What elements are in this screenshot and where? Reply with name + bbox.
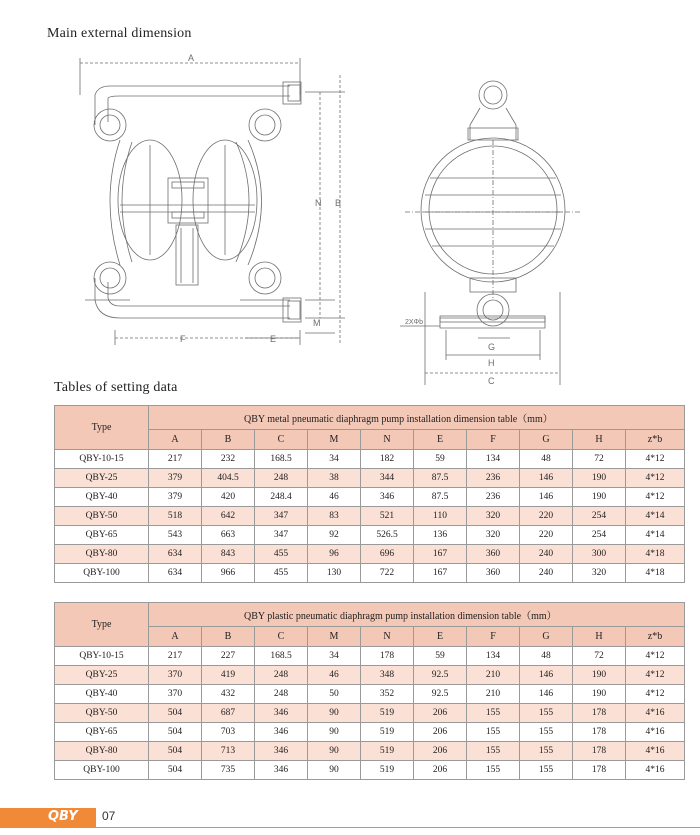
- type-cell: QBY-40: [55, 685, 149, 704]
- table-cell: 220: [520, 526, 573, 545]
- table-cell: 320: [467, 507, 520, 526]
- table-row: [55, 723, 685, 742]
- table-cell: 4*16: [626, 761, 685, 780]
- table-cell: 519: [361, 704, 414, 723]
- table-cell: 344: [361, 469, 414, 488]
- table-cell: 543: [149, 526, 202, 545]
- table-cell: 4*12: [626, 488, 685, 507]
- table-cell: 4*14: [626, 507, 685, 526]
- table-cell: 455: [255, 564, 308, 583]
- table-cell: 4*16: [626, 742, 685, 761]
- column-header: M: [308, 430, 361, 450]
- table-cell: 146: [520, 666, 573, 685]
- dim-label-zxb: 2XΦb: [405, 319, 424, 326]
- table-cell: 347: [255, 526, 308, 545]
- table-cell: 38: [308, 469, 361, 488]
- table-cell: 190: [573, 685, 626, 704]
- table-cell: 90: [308, 761, 361, 780]
- column-header: C: [255, 430, 308, 450]
- column-header: z*b: [626, 430, 685, 450]
- table-cell: 146: [520, 469, 573, 488]
- column-header: F: [467, 430, 520, 450]
- table-cell: 217: [149, 647, 202, 666]
- table-cell: 206: [414, 761, 467, 780]
- table-cell: 217: [149, 450, 202, 469]
- column-header: N: [361, 627, 414, 647]
- table-cell: 155: [520, 723, 573, 742]
- dim-label-m: M: [313, 318, 321, 328]
- column-header: B: [202, 627, 255, 647]
- table-cell: 155: [467, 742, 520, 761]
- table-cell: 966: [202, 564, 255, 583]
- type-cell: QBY-80: [55, 545, 149, 564]
- table-cell: 130: [308, 564, 361, 583]
- type-cell: QBY-50: [55, 704, 149, 723]
- table-cell: 346: [255, 761, 308, 780]
- dim-label-e: E: [270, 334, 277, 344]
- table-cell: 90: [308, 723, 361, 742]
- table-row: [55, 488, 685, 507]
- table-cell: 227: [202, 647, 255, 666]
- table-cell: 248: [255, 685, 308, 704]
- table-cell: 59: [414, 647, 467, 666]
- dim-label-a: A: [188, 53, 195, 63]
- table-cell: 348: [361, 666, 414, 685]
- table-row: [55, 704, 685, 723]
- table-cell: 87.5: [414, 488, 467, 507]
- table-cell: 4*12: [626, 666, 685, 685]
- table-cell: 46: [308, 488, 361, 507]
- table-cell: 713: [202, 742, 255, 761]
- table-cell: 48: [520, 647, 573, 666]
- table-cell: 236: [467, 469, 520, 488]
- table-cell: 167: [414, 545, 467, 564]
- column-header: G: [520, 430, 573, 450]
- table-cell: 379: [149, 488, 202, 507]
- dim-label-g: G: [488, 342, 496, 352]
- type-cell: QBY-25: [55, 469, 149, 488]
- section-title-tables: Tables of setting data: [54, 380, 178, 395]
- column-header: A: [149, 627, 202, 647]
- table-cell: 254: [573, 526, 626, 545]
- table-cell: 236: [467, 488, 520, 507]
- table-cell: 90: [308, 704, 361, 723]
- column-header: F: [467, 627, 520, 647]
- table-row: [55, 564, 685, 583]
- dim-label-c: C: [488, 376, 495, 386]
- table-cell: 4*18: [626, 564, 685, 583]
- table-cell: 346: [255, 704, 308, 723]
- table-cell: 220: [520, 507, 573, 526]
- type-column-header: Type: [55, 603, 149, 647]
- table-cell: 34: [308, 647, 361, 666]
- table-cell: 232: [202, 450, 255, 469]
- table-cell: 347: [255, 507, 308, 526]
- dim-label-h: H: [488, 358, 495, 368]
- column-header: N: [361, 430, 414, 450]
- table-row: [55, 545, 685, 564]
- table-cell: 87.5: [414, 469, 467, 488]
- table-cell: 455: [255, 545, 308, 564]
- type-cell: QBY-50: [55, 507, 149, 526]
- table-cell: 642: [202, 507, 255, 526]
- type-cell: QBY-40: [55, 488, 149, 507]
- type-cell: QBY-10-15: [55, 647, 149, 666]
- table-cell: 696: [361, 545, 414, 564]
- table-cell: 168.5: [255, 647, 308, 666]
- table-cell: 519: [361, 742, 414, 761]
- table-cell: 504: [149, 742, 202, 761]
- type-cell: QBY-25: [55, 666, 149, 685]
- table-cell: 72: [573, 450, 626, 469]
- column-header: A: [149, 430, 202, 450]
- table-cell: 206: [414, 723, 467, 742]
- table-cell: 167: [414, 564, 467, 583]
- column-header: E: [414, 430, 467, 450]
- table-cell: 634: [149, 564, 202, 583]
- table-cell: 178: [573, 704, 626, 723]
- table-caption: QBY plastic pneumatic diaphragm pump installation dimension table（mm）: [149, 603, 685, 627]
- table-cell: 703: [202, 723, 255, 742]
- table-cell: 4*12: [626, 450, 685, 469]
- table-row: [55, 450, 685, 469]
- table-cell: 155: [520, 761, 573, 780]
- type-cell: QBY-65: [55, 526, 149, 545]
- column-header: G: [520, 627, 573, 647]
- table-cell: 206: [414, 742, 467, 761]
- table-cell: 83: [308, 507, 361, 526]
- column-header: E: [414, 627, 467, 647]
- table-cell: 134: [467, 647, 520, 666]
- column-header: z*b: [626, 627, 685, 647]
- type-column-header: Type: [55, 406, 149, 450]
- column-header: C: [255, 627, 308, 647]
- footer-brand-logo: QBY: [48, 809, 78, 824]
- table-cell: 634: [149, 545, 202, 564]
- table-cell: 663: [202, 526, 255, 545]
- table-cell: 346: [255, 723, 308, 742]
- table-cell: 370: [149, 666, 202, 685]
- table-cell: 420: [202, 488, 255, 507]
- table-cell: 404.5: [202, 469, 255, 488]
- column-header: B: [202, 430, 255, 450]
- table-cell: 248.4: [255, 488, 308, 507]
- table-cell: 48: [520, 450, 573, 469]
- footer-divider: [96, 827, 700, 828]
- table-cell: 134: [467, 450, 520, 469]
- table-cell: 519: [361, 761, 414, 780]
- table-cell: 92.5: [414, 685, 467, 704]
- table-cell: 519: [361, 723, 414, 742]
- table-cell: 4*16: [626, 704, 685, 723]
- section-title-main-dimension: Main external dimension: [47, 26, 192, 41]
- dim-label-b: B: [335, 198, 342, 208]
- table-cell: 178: [573, 742, 626, 761]
- table-cell: 4*14: [626, 526, 685, 545]
- table-cell: 518: [149, 507, 202, 526]
- dim-label-n: N: [315, 198, 322, 208]
- table-cell: 136: [414, 526, 467, 545]
- type-cell: QBY-10-15: [55, 450, 149, 469]
- table-cell: 735: [202, 761, 255, 780]
- table-cell: 419: [202, 666, 255, 685]
- column-header: H: [573, 430, 626, 450]
- table-row: [55, 526, 685, 545]
- table-cell: 146: [520, 685, 573, 704]
- plastic-pump-dimension-table: [54, 602, 685, 780]
- table-cell: 46: [308, 666, 361, 685]
- table-cell: 320: [573, 564, 626, 583]
- table-cell: 722: [361, 564, 414, 583]
- table-cell: 248: [255, 666, 308, 685]
- table-cell: 352: [361, 685, 414, 704]
- page-number: 07: [102, 809, 116, 823]
- column-header: M: [308, 627, 361, 647]
- table-cell: 843: [202, 545, 255, 564]
- table-cell: 206: [414, 704, 467, 723]
- table-cell: 50: [308, 685, 361, 704]
- table-cell: 687: [202, 704, 255, 723]
- table-cell: 504: [149, 723, 202, 742]
- table-row: [55, 666, 685, 685]
- table-cell: 190: [573, 666, 626, 685]
- type-cell: QBY-65: [55, 723, 149, 742]
- table-cell: 504: [149, 761, 202, 780]
- table-cell: 248: [255, 469, 308, 488]
- table-cell: 521: [361, 507, 414, 526]
- table-cell: 240: [520, 564, 573, 583]
- table-row: [55, 761, 685, 780]
- table-row: [55, 507, 685, 526]
- table-cell: 526.5: [361, 526, 414, 545]
- table-cell: 178: [573, 723, 626, 742]
- table-cell: 360: [467, 564, 520, 583]
- table-cell: 146: [520, 488, 573, 507]
- table-cell: 190: [573, 469, 626, 488]
- table-row: [55, 685, 685, 704]
- table-cell: 90: [308, 742, 361, 761]
- table-cell: 210: [467, 666, 520, 685]
- metal-pump-dimension-table: [54, 405, 685, 583]
- table-cell: 432: [202, 685, 255, 704]
- table-cell: 210: [467, 685, 520, 704]
- table-cell: 360: [467, 545, 520, 564]
- type-cell: QBY-80: [55, 742, 149, 761]
- table-cell: 504: [149, 704, 202, 723]
- table-cell: 300: [573, 545, 626, 564]
- table-cell: 92.5: [414, 666, 467, 685]
- table-cell: 4*12: [626, 469, 685, 488]
- table-cell: 110: [414, 507, 467, 526]
- table-cell: 346: [255, 742, 308, 761]
- pump-dimension-drawing: [0, 45, 700, 390]
- table-cell: 370: [149, 685, 202, 704]
- table-cell: 92: [308, 526, 361, 545]
- table-row: [55, 647, 685, 666]
- table-cell: 155: [467, 704, 520, 723]
- table-cell: 240: [520, 545, 573, 564]
- table-cell: 190: [573, 488, 626, 507]
- column-header: H: [573, 627, 626, 647]
- type-cell: QBY-100: [55, 564, 149, 583]
- type-cell: QBY-100: [55, 761, 149, 780]
- table-cell: 155: [467, 761, 520, 780]
- table-row: [55, 469, 685, 488]
- table-cell: 155: [520, 704, 573, 723]
- table-cell: 320: [467, 526, 520, 545]
- table-cell: 59: [414, 450, 467, 469]
- table-cell: 4*18: [626, 545, 685, 564]
- table-cell: 178: [573, 761, 626, 780]
- dim-label-f: F: [180, 334, 186, 344]
- table-cell: 155: [467, 723, 520, 742]
- table-row: [55, 742, 685, 761]
- table-cell: 4*16: [626, 723, 685, 742]
- table-cell: 4*12: [626, 685, 685, 704]
- table-cell: 4*12: [626, 647, 685, 666]
- table-caption: QBY metal pneumatic diaphragm pump installation dimension table（mm）: [149, 406, 685, 430]
- table-cell: 379: [149, 469, 202, 488]
- table-cell: 178: [361, 647, 414, 666]
- table-cell: 182: [361, 450, 414, 469]
- table-cell: 346: [361, 488, 414, 507]
- table-cell: 254: [573, 507, 626, 526]
- table-cell: 72: [573, 647, 626, 666]
- table-cell: 168.5: [255, 450, 308, 469]
- table-cell: 96: [308, 545, 361, 564]
- table-cell: 34: [308, 450, 361, 469]
- table-cell: 155: [520, 742, 573, 761]
